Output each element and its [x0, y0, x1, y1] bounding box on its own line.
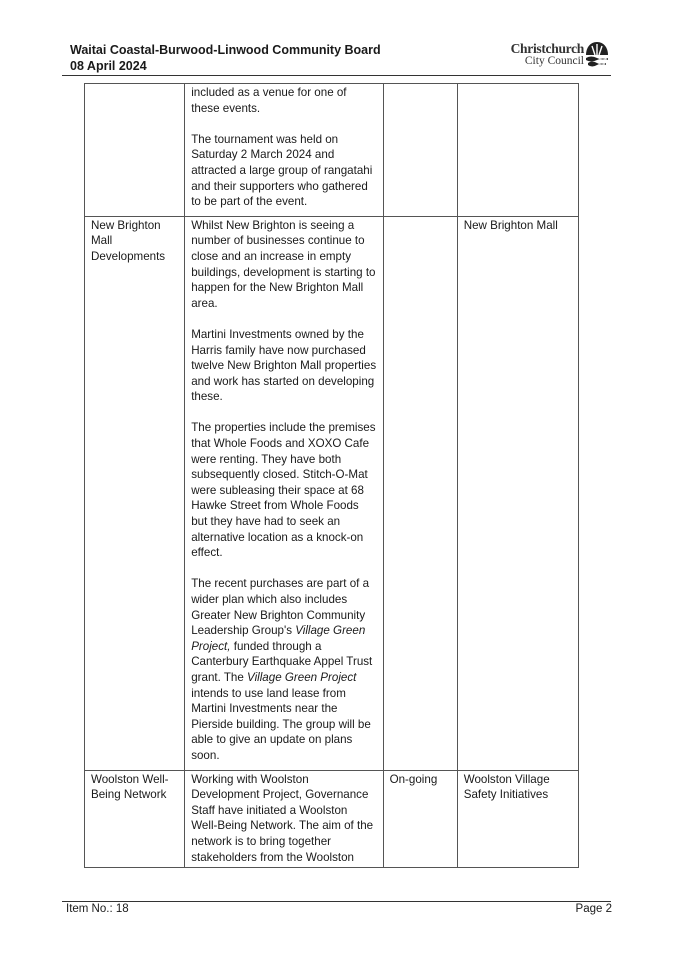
italic-project-name: Village Green Project: [247, 670, 357, 684]
table-row: [85, 770, 579, 868]
logo-text-line1: Christchurch: [510, 41, 584, 56]
page-footer: [66, 902, 612, 916]
table-row: [85, 84, 579, 217]
description-paragraph: [191, 576, 376, 763]
topic-cell: [85, 84, 185, 217]
description-paragraph: included as a venue for one of these events.: [191, 86, 347, 115]
text-run: The recent purchases are part of a wider plan which also includes Greater New Brighton Community Leadership Group's: [191, 577, 370, 638]
logo-text-line2: City Council: [524, 55, 584, 67]
description-paragraph: Whilst New Brighton is seeing a number of businesses continue to close and an increase in empty buildings, development is starting to happen for the New Brighton Mall area.: [191, 218, 376, 310]
council-logo: [500, 41, 610, 71]
page-number: Page 2: [575, 903, 612, 915]
link-cell: New Brighton Mall: [457, 216, 578, 770]
council-emblem-icon: [584, 41, 610, 68]
topic-cell: Woolston Well-Being Network: [85, 770, 185, 868]
italic-project-name: Village Green Project,: [191, 624, 366, 653]
link-cell: [457, 84, 578, 217]
board-title: Waitai Coastal-Burwood-Linwood Community Board: [70, 43, 381, 57]
status-cell: [383, 84, 457, 217]
description-paragraph: The properties include the premises that Whole Foods and XOXO Cafe were renting. They have both subsequently closed. Stitch-O-Mat were subleasing their space at 68 Hawke Street from Whole Foods but they have had to seek an alternative location as a knock-on effect.: [191, 421, 376, 560]
description-cell: [185, 84, 383, 217]
description-cell: [185, 770, 383, 868]
report-table: [84, 83, 579, 868]
text-run: intends to use land lease from Martini Investments near the Pierside building. The group will be able to give an update on plans soon.: [191, 686, 371, 762]
table-row: [85, 216, 579, 770]
link-cell: Woolston Village Safety Initiatives: [457, 770, 578, 868]
description-paragraph: Martini Investments owned by the Harris family have now purchased twelve New Brighton Mall properties and work has started on developing these.: [191, 327, 377, 404]
topic-cell: New Brighton Mall Developments: [85, 216, 185, 770]
header-rule: [62, 75, 611, 76]
meeting-date: 08 April 2024: [70, 59, 147, 73]
description-cell: [185, 216, 383, 770]
status-cell: [383, 216, 457, 770]
description-paragraph: Working with Woolston Development Project, Governance Staff have initiated a Woolston Well-Being Network. The aim of the network is to bring together stakeholders from the Woolston: [191, 772, 374, 864]
page-header: [70, 42, 610, 74]
text-run: funded through a Canterbury Earthquake Appel Trust grant. The: [191, 639, 373, 684]
description-paragraph: The tournament was held on Saturday 2 March 2024 and attracted a large group of rangatahi and their supporters who gathered to be part of the event.: [191, 132, 373, 209]
status-cell: On-going: [383, 770, 457, 868]
item-number: Item No.: 18: [66, 903, 129, 915]
